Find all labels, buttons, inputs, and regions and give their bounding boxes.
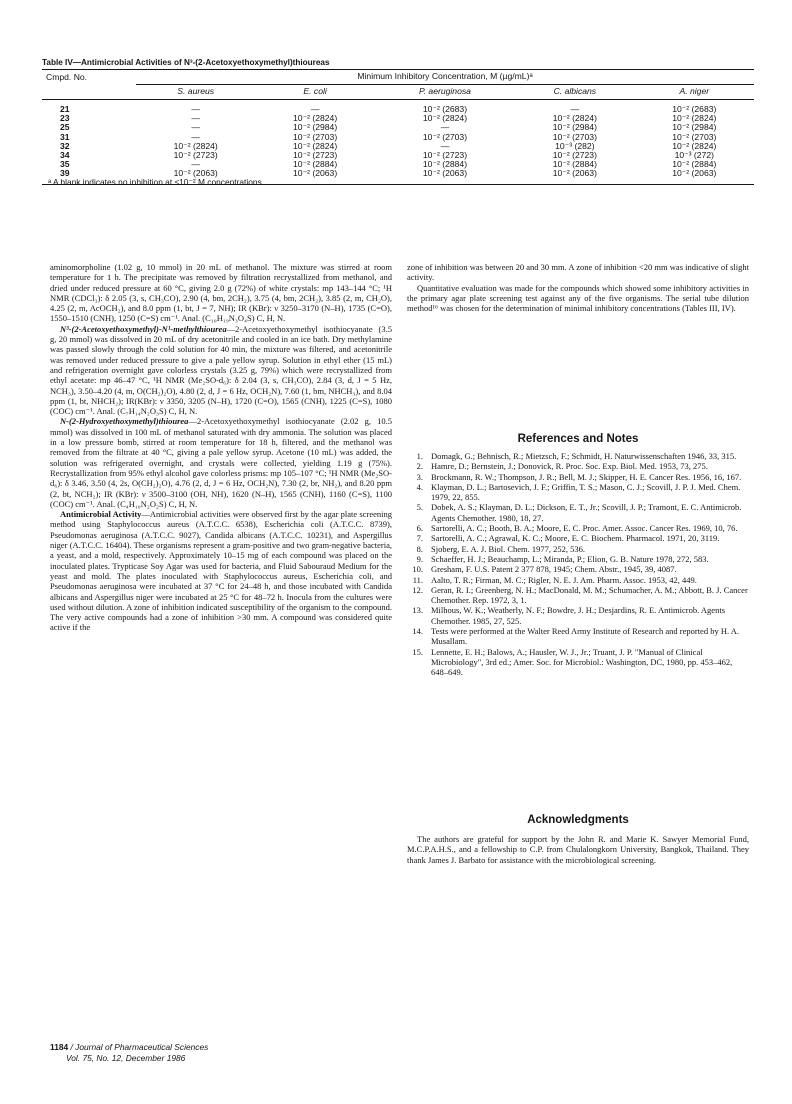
mic-value-cell: — xyxy=(191,122,200,133)
table-col-header: C. albicans xyxy=(515,85,634,100)
compound-number: 21 xyxy=(60,104,70,114)
reference-item xyxy=(407,451,749,461)
reference-item xyxy=(407,544,749,554)
mic-value-cell: 10⁻² (2824) xyxy=(672,113,717,124)
table-row xyxy=(42,123,754,132)
reference-item xyxy=(407,502,749,523)
reference-item xyxy=(407,647,749,678)
reference-item xyxy=(407,482,749,503)
mic-value-cell: 10⁻² (2683) xyxy=(422,104,468,114)
mic-value-cell: 10⁻² (2063) xyxy=(136,169,255,184)
compound-number: 25 xyxy=(60,122,70,133)
mic-value-cell: 10⁻² (2703) xyxy=(552,131,597,142)
compound-number: 32 xyxy=(60,140,70,151)
reference-number: 11. xyxy=(412,574,423,585)
reference-text: Geran, R. I.; Greenberg, N. H.; MacDonald, M. M.; Schumacher, A. M.; Abbott, B. J. Cancer Chemother. Rep. 1972, 3, 1. xyxy=(431,584,748,606)
mic-value-cell: 10⁻² (2984) xyxy=(293,122,338,133)
mic-value-cell: — xyxy=(570,104,580,114)
body-paragraph xyxy=(50,416,392,509)
reference-number: 14. xyxy=(412,626,423,637)
mic-value-cell: 10⁻² (2824) xyxy=(293,140,338,151)
reference-text: Milhous, W. K.; Weatherly, N. F.; Bowdre, J. H.; Desjardins, R. E. Antimicrob. Agents Chemother. 1985, 27, 525. xyxy=(431,605,725,626)
reference-text: Schaeffer, H. J.; Beauchamp, L.; Miranda, P.; Elion, G. B. Nature 1978, 272, 583. xyxy=(431,553,709,564)
paragraph-text: —Antimicrobial activities were observed first by the agar plate screening method using Staphylococcus aureus (A.T.C.C. 6538), Escherichia coli (A.T.C.C. 8739), Pseudomonas aeruginosa (A.T.C.C. 9027), Candida albicans (A.T.C.C. 10231), and Aspergillus niger (A.T.C.C. 16404). These organisms represent a gram-positive and two gram-negative bacteria, a yeast, and a mold, respectively. Approximately 10–15 mg of each compound was placed on the inoculated plates. Trypticase Soy Agar was used for bacteria, and Fluid Sabouraud Medium for the yeast and mold. The plates inoculated with Staphylococcus aureus, Escherichia coli, and Pseudomonas aeruginosa were incubated at 37 °C for 24–48 h, and those incubated with Candida albicans and Aspergillus niger were incubated at 25 °C for 48–72 h. Inocula from the cultures were used without dilution. A zone of inhibition indicated susceptibility of the organism to the compound. The very active compounds had a zone of inhibition >30 mm. A compound was considered quite active if the xyxy=(50,509,392,633)
reference-item xyxy=(407,461,749,471)
reference-item xyxy=(407,554,749,564)
reference-number: 12. xyxy=(412,584,423,595)
table-row xyxy=(42,100,754,115)
table-col-header: A. niger xyxy=(635,85,754,100)
reference-item xyxy=(407,585,749,606)
table-body xyxy=(42,100,754,185)
reference-item xyxy=(407,472,749,482)
reference-number: 8. xyxy=(416,543,423,554)
reference-number: 15. xyxy=(412,646,423,657)
table-col-header: E. coli xyxy=(255,85,374,100)
mic-value-cell: 10⁻² (2884) xyxy=(552,159,597,170)
reference-item xyxy=(407,533,749,543)
mic-value-cell: 10⁻² (2884) xyxy=(672,159,717,170)
paragraph-text: —2-Acetoxyethoxymethyl isothiocyanate (2.02 g, 10.5 mmol) was dissolved in 100 mL of methanol saturated with dry ammonia. The solution was placed in a low pressure bomb, stirred at room temperature for 18 h, filtered, and the methanol was removed from the filtrate at 40 °C, giving a pale yellow syrup. Acetone (10 mL) was added, the solution was refrigerated overnight, and crystals were collected, yielding 1.19 g (75%). Recrystallization from 95% ethyl alcohol gave colorless prisms: mp 105–107 °C; ¹H NMR (Me₂SO-d₆): δ 3.46, 3.50 (4, 2s, O(CH₂)₂O), 4.76 (2, d, J = 6 Hz, OCH₂N), 7.30 (2, br, NH₂), and 8.20 ppm (2, bt, NCH₂); IR (KBr): ν 3500–3100 (OH, NH), 1620 (N–H), 1565 (CNH), 1160 (C=S), 1100 (COC) cm⁻¹. Anal. (C₄H₁₀N₂O₂S) C, H, N. xyxy=(50,416,392,509)
reference-text: Sjoberg, E. A. J. Biol. Chem. 1977, 252, 536. xyxy=(431,543,586,554)
mic-value-cell: 10⁻² (2723) xyxy=(552,150,597,161)
journal-issue: Vol. 75, No. 12, December 1986 xyxy=(66,1052,186,1063)
acknowledgments-heading: Acknowledgments xyxy=(527,814,629,826)
table-footnote: ᵃ A blank indicates no inhibition at ≤10⁻² M concentrations. xyxy=(48,177,265,187)
paragraph-text: —2-Acetoxyethoxymethyl isothiocyanate (3.5 g, 20 mmol) was dissolved in 20 mL of dry acetonitrile and cooled in an ice bath. Dry methylamine was passed slowly through the cold solution for 40 min, the mixture was filtered, and acetonitrile was removed under reduced pressure to give a pale yellow syrup. Solution in ethyl ether (15 mL) and refrigeration overnight gave colorless crystals (3.25 g, 79%) which were recrystallized from ethyl acetate: mp 46–47 °C, ¹H NMR (Me₂SO-d₆): δ 2.04 (3, s, CH₃CO), 2.84 (3, d, J = 5 Hz, NCH₃), 3.50–4.20 (4, m, O(CH₂)₂O), 4.80 (2, d, J = 6 Hz, OCH₂N), 7.60 (1, bm, NHCH₃), and 8.04 ppm (1, bt, NHCH₂); IR(KBr): ν 3350, 3205 (N–H), 1720 (C=O), 1565 (CNH), 1225 (C=S), 1080 (COC) cm⁻¹. Anal. (C₇H₁₄N₂O₃S) C, H, N. xyxy=(50,323,392,417)
mic-value-cell: 10⁻² (2884) xyxy=(293,159,338,170)
reference-item xyxy=(407,575,749,585)
right-column xyxy=(407,262,749,313)
table-row xyxy=(42,160,754,169)
mic-value-cell: — xyxy=(440,122,450,133)
body-paragraph: aminomorpholine (1.02 g, 10 mmol) in 20 mL of methanol. The mixture was stirred at room temperature for 1 h. The precipitate was removed by filtration recrystallized from methanol, and dried under reduced pressure at 60 °C, giving 2.0 g (72%) of white crystals: mp 143–144 °C; ¹H NMR (CDCl₃): δ 2.05 (3, s, CH₃CO), 2.90 (4, bm, 2CH₂), 3.75 (4, bm, 2CH₂), 3.85 (2, m, CH₂O), 4.25 (2, m, AcOCH₂), and 8.0 ppm (1, bt, J = 7, NH); IR (KBr): ν 3250–3170 (N–H), 1735 (C=O), 1550–1510 (CNH), 1250 (C=S) cm⁻¹. Anal. (C₁₀H₁₉N₃O₄S) C, H, N. xyxy=(50,262,392,324)
mic-value-cell: 10⁻² (2703) xyxy=(422,131,468,142)
mic-value-cell: — xyxy=(191,113,200,124)
mic-value-cell: 10⁻² (2063) xyxy=(255,169,374,184)
reference-text: Aalto, T. R.; Firman, M. C.; Rigler, N. E. J. Am. Pharm. Assoc. 1953, 42, 449. xyxy=(431,574,697,585)
reference-text: Dobek, A. S.; Klayman, D. L.; Dickson, E. T., Jr.; Scovill, J. P.; Tramont, E. C. Antimicrob. Agents Chemother. 1980, 18, 27. xyxy=(431,502,742,523)
table-row xyxy=(42,114,754,123)
table-row xyxy=(42,142,754,151)
reference-text: Klayman, D. L.; Bartosevich, J. F.; Griffin, T. S.; Mason, C. J.; Scovill, J. P. J. Med. Chem. 1979, 22, 855. xyxy=(431,481,741,503)
mic-value-cell: 10⁻² (2723) xyxy=(173,150,218,161)
reference-text: Domagk, G.; Behnisch, R.; Mietzsch, F.; Schmidt, H. Naturwissenschaften 1946, 33, 315. xyxy=(431,451,737,461)
mic-value-cell: 10⁻² (2824) xyxy=(293,113,338,124)
table-caption: Table IV—Antimicrobial Activities of N³-(2-Acetoxyethoxymethyl)thioureas xyxy=(42,58,330,67)
reference-number: 3. xyxy=(416,471,423,482)
mic-value-cell: 10⁻² (2884) xyxy=(422,159,468,170)
section-run-in-heading: Antimicrobial Activity xyxy=(60,509,142,520)
reference-number: 1. xyxy=(416,451,423,461)
reference-text: Tests were performed at the Walter Reed Army Institute of Research and reported by H. A. Musallam. xyxy=(431,626,740,647)
reference-item xyxy=(407,523,749,533)
mic-value-cell: 10⁻² (2683) xyxy=(672,104,717,114)
journal-name: / Journal of Pharmaceutical Sciences xyxy=(70,1042,209,1052)
reference-number: 5. xyxy=(416,502,423,513)
acknowledgments-text: The authors are grateful for support by the John R. and Marie K. Sawyer Memorial Fund, M.C.P.A.H.S., and a fellowship to C.P. from Chulalongkorn University, Bangkok, Thailand. They thank James J. Barbato for assistance with the microbiological screening. xyxy=(407,834,749,865)
page-footer xyxy=(50,1042,208,1063)
reference-number: 7. xyxy=(416,533,423,544)
mic-value-cell: — xyxy=(191,104,200,114)
reference-number: 13. xyxy=(412,605,423,616)
mic-value-cell: 10⁻² (2824) xyxy=(672,140,717,151)
table-col-header: S. aureus xyxy=(136,85,255,100)
compound-heading: N³-(2-Acetoxyethoxymethyl)-N¹-methylthiourea xyxy=(60,323,227,334)
reference-text: Hamre, D.; Bernstein, J.; Donovick, R. Proc. Soc. Exp. Biol. Med. 1953, 73, 275. xyxy=(431,461,708,472)
reference-item xyxy=(407,564,749,574)
compound-number: 34 xyxy=(60,150,70,161)
reference-text: Sartorelli, A. C.; Agrawal, K. C.; Moore, E. C. Biochem. Pharmacol. 1971, 20, 3119. xyxy=(431,533,720,544)
reference-text: Lennette, E. H.; Balows, A.; Hausler, W. J., Jr.; Truant, J. P. "Manual of Clinical Microbiology", 3rd ed.; Amer. Soc. for Microbiol.: Washington, DC, 1980, pp. 453–462, 648–649. xyxy=(431,646,733,678)
compound-heading: N-(2-Hydroxyethoxymethyl)thiourea xyxy=(60,416,189,427)
mic-value-cell: 10⁻² (2984) xyxy=(672,122,717,133)
body-paragraph: zone of inhibition was between 20 and 30 mm. A zone of inhibition <20 mm was indicative of slight activity. xyxy=(407,262,749,283)
compound-number: 23 xyxy=(60,113,70,124)
mic-value-cell: 10⁻² (2063) xyxy=(635,169,754,184)
page-number: 1184 xyxy=(50,1042,69,1052)
table-col-header: P. aeruginosa xyxy=(375,85,515,100)
mic-value-cell: — xyxy=(191,159,200,170)
reference-number: 10. xyxy=(412,564,423,575)
mic-value-cell: 10⁻² (2824) xyxy=(552,113,597,124)
mic-value-cell: 10⁻² (2063) xyxy=(515,169,634,184)
body-paragraph: Quantitative evaluation was made for the compounds which showed some inhibitory activities in the primary agar plate screening test against any of the five organisms. The serial tube dilution method¹⁶ was chosen for the determination of minimal inhibitory concentrations (Tables III, IV). xyxy=(407,282,749,314)
mic-value-cell: 10⁻² (2824) xyxy=(422,113,468,124)
left-column xyxy=(50,262,392,633)
reference-item xyxy=(407,626,749,647)
mic-value-cell: 10⁻² (2984) xyxy=(552,122,597,133)
mic-value-cell: 10⁻² (2063) xyxy=(375,169,515,184)
mic-value-cell: — xyxy=(310,104,320,114)
reference-number: 6. xyxy=(416,523,423,534)
compound-number: 31 xyxy=(60,131,70,142)
mic-value-cell: — xyxy=(191,131,200,142)
mic-value-cell: 10⁻² (2703) xyxy=(672,131,717,142)
table-row xyxy=(42,133,754,142)
reference-text: Gresham, F. U.S. Patent 2 377 878, 1945; Chem. Abstr., 1945, 39, 4087. xyxy=(431,564,677,575)
table-header-span: Minimum Inhibitory Concentration, M (µg/mL)ᵃ xyxy=(136,70,754,85)
compound-number: 39 xyxy=(42,169,136,184)
mic-value-cell: 10⁻³ (282) xyxy=(555,140,595,151)
body-paragraph xyxy=(50,324,392,417)
mic-table xyxy=(42,69,754,185)
mic-value-cell: 10⁻³ (272) xyxy=(674,150,714,161)
mic-value-cell: 10⁻² (2703) xyxy=(293,131,338,142)
reference-number: 9. xyxy=(416,553,423,564)
mic-value-cell: 10⁻² (2824) xyxy=(173,140,218,151)
reference-number: 4. xyxy=(416,481,423,492)
references-heading: References and Notes xyxy=(517,433,639,445)
mic-value-cell: — xyxy=(440,140,450,151)
table-row xyxy=(42,151,754,160)
reference-number: 2. xyxy=(416,461,423,472)
reference-text: Sartorelli, A. C.; Booth, B. A.; Moore, E. C. Proc. Amer. Assoc. Cancer Res. 1969, 10, 76. xyxy=(431,523,738,534)
references-list xyxy=(407,451,749,678)
mic-value-cell: 10⁻² (2723) xyxy=(293,150,338,161)
compound-number: 35 xyxy=(60,159,70,170)
table-header-no: Cmpd. No. xyxy=(42,70,136,100)
mic-value-cell: 10⁻² (2723) xyxy=(422,150,468,161)
reference-text: Brockmann, R. W.; Thompson, J. R.; Bell, M. J.; Skipper, H. E. Cancer Res. 1956, 16, 167. xyxy=(431,471,742,482)
body-paragraph xyxy=(50,509,392,633)
reference-item xyxy=(407,605,749,626)
